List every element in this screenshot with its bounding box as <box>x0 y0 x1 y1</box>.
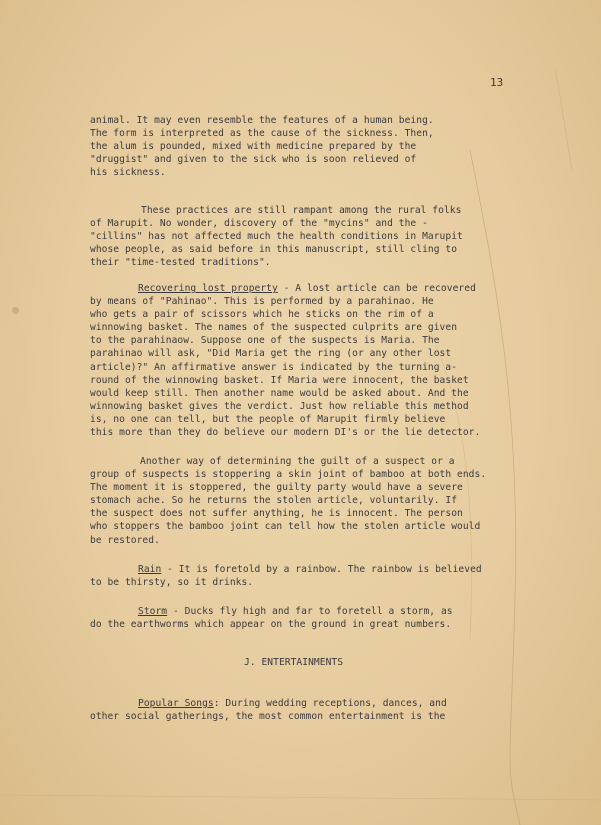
paragraph-1 <box>90 114 434 179</box>
paragraph-2 <box>90 204 463 269</box>
text-line: article)?" An affirmative answer is indicated by the turning a- <box>90 361 458 373</box>
text-line: the suspect does not suffer anything, he is innocent. The person <box>90 508 463 520</box>
text-line: Another way of determining the guilt of a suspect or a <box>140 456 455 467</box>
text-fragment: - A lost article can be recovered <box>277 283 476 294</box>
text-line: this more than they do believe our modern DI's or the lie detector. <box>90 427 481 439</box>
text-line: who gets a pair of scissors which he sticks on the rim of a <box>90 309 434 321</box>
text-line: by means of "Pahinao". This is performed by a parahinao. He <box>90 296 434 308</box>
text-line: "druggist" and given to the sick who is soon relieved of <box>90 154 417 166</box>
text-line: "cillins" has not affected much the health conditions in Marupit <box>90 231 463 243</box>
text-line: winnowing basket. The names of the suspected culprits are given <box>90 322 458 334</box>
page-number: 13 <box>490 76 504 89</box>
text-line: their "time-tested traditions". <box>90 257 271 269</box>
text-fragment: : During wedding receptions, dances, and <box>213 698 447 709</box>
paragraph-popular-songs <box>90 697 447 723</box>
text-line: of Marupit. No wonder, discovery of the "mycins" and the - <box>90 218 428 230</box>
text-line: do the earthworms which appear on the ground in great numbers. <box>90 619 452 631</box>
text-line: stomach ache. So he returns the stolen article, voluntarily. If <box>90 495 458 507</box>
text-fragment: - Ducks fly high and far to foretell a storm, as <box>167 606 453 617</box>
paragraph-3 <box>90 282 480 439</box>
text-line: These practices are still rampant among the rural folks <box>141 205 462 216</box>
text-line: The form is interpreted as the cause of the sickness. Then, <box>90 128 434 140</box>
text-line: is, no one can tell, but the people of Marupit firmly believe <box>90 413 446 425</box>
section-subheading: Popular Songs <box>138 698 214 709</box>
text-line: round of the winnowing basket. If Maria were innocent, the basket <box>90 374 469 386</box>
punch-hole-mark <box>12 307 19 314</box>
section-subheading: Rain <box>138 564 162 575</box>
text-line: other social gatherings, the most common entertainment is the <box>90 711 446 723</box>
text-line: who stoppers the bamboo joint can tell how the stolen article would <box>90 521 481 533</box>
text-line: to be thirsty, so it drinks. <box>90 577 254 589</box>
text-line: parahinao will ask, "Did Maria get the ring (or any other lost <box>90 348 452 360</box>
paragraph-rain <box>90 563 482 589</box>
text-line <box>90 605 453 618</box>
section-subheading: Storm <box>138 606 168 617</box>
text-line: whose people, as said before in this manuscript, still cling to <box>90 244 458 256</box>
text-line: The moment it is stoppered, the guilty party would have a severe <box>90 482 463 494</box>
text-line: be restored. <box>90 534 160 546</box>
text-line: the alum is pounded, mixed with medicine prepared by the <box>90 141 417 153</box>
text-line: animal. It may even resemble the features of a human being. <box>90 115 434 126</box>
text-line: would keep still. Then another name would be asked about. And the <box>90 387 469 399</box>
paragraph-storm <box>90 605 453 631</box>
text-line <box>90 697 447 710</box>
text-line <box>90 563 482 576</box>
paragraph-4 <box>90 455 486 547</box>
text-line: winnowing basket gives the verdict. Just how reliable this method <box>90 400 469 412</box>
text-line: his sickness. <box>90 167 166 179</box>
text-line <box>90 282 480 295</box>
section-subheading: Recovering lost property <box>138 283 278 294</box>
text-fragment: - It is foretold by a rainbow. The rainbow is believed <box>161 564 482 575</box>
text-line: group of suspects is stoppering a skin joint of bamboo at both ends. <box>90 469 487 481</box>
text-line: to the parahinaow. Suppose one of the suspects is Maria. The <box>90 335 440 347</box>
section-heading: J. ENTERTAINMENTS <box>244 657 344 668</box>
